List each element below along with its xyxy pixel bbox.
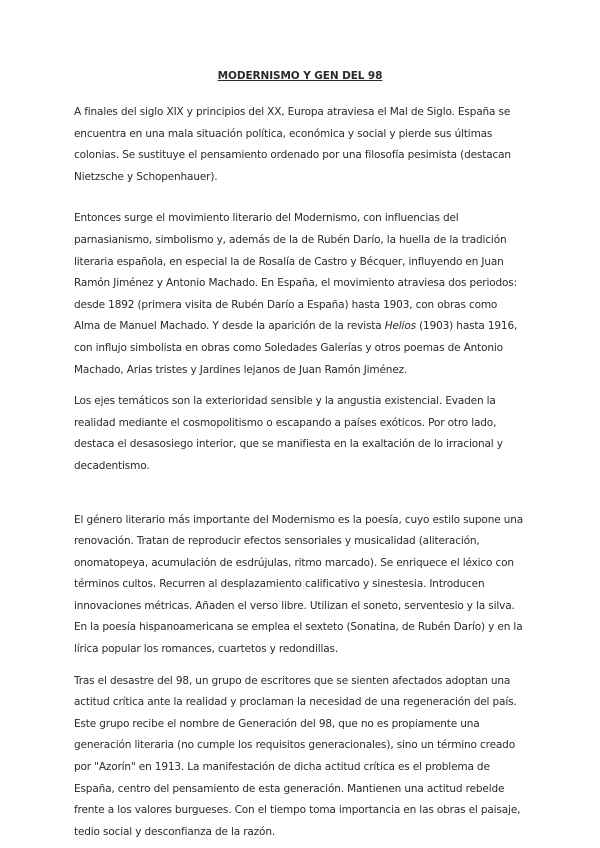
paragraph-modernismo-origins	[74, 208, 526, 381]
paragraph-context: A finales del siglo XIX y principios del XX, Europa atraviesa el Mal de Siglo. España se encuentra en una mala situación política, económica y social y pierde sus últimas colonias. Se sustituye el pensamiento ordenado por una filosofía pesimista (destacan Nietzsche y Schopenhauer).	[74, 106, 511, 183]
paragraph-themes: Los ejes temáticos son la exterioridad sensible y la angustia existencial. Evaden la realidad mediante el cosmopolitismo o escapando a países exóticos. Por otro lado, destaca el desasosiego interior, que se manifiesta en la exaltación de lo irracional y decadentismo.	[74, 395, 503, 472]
paragraph-poetry: El género literario más importante del Modernismo es la poesía, cuyo estilo supone una renovación. Tratan de reproducir efectos sensoriales y musicalidad (aliteración, onomatopeya, acumulación de esdrújulas, ritmo marcado). Se enriquece el léxico con términos cultos. Recurren al desplazamiento calificativo y sinestesia. Introducen innovaciones métricas. Añaden el verso libre. Utilizan el soneto, serventesio y la silva. En la poesía hispanoamericana se emplea el sexteto (Sonatina, de Rubén Darío) y en la lírica popular los romances, cuartetos y redondillas.	[74, 513, 523, 656]
paragraph-generacion-98: Tras el desastre del 98, un grupo de escritores que se sienten afectados adoptan una actitud crítica ante la realidad y proclaman la necesidad de una regeneración del país. Este grupo recibe el nombre de Generación del 98, que no es propiamente una generación literaria (no cumple los requisitos generacionales), sino un término creado por "Azorín" en 1913. La manifestación de dicha actitud crítica es el problema de España, centro del pensamiento de esta generación. Mantienen una actitud rebelde frente a los valores burgueses. Con el tiempo toma importancia en las obras el paisaje, tedio social y desconfianza de la razón.	[74, 674, 521, 838]
paragraph-text: (1903) hasta 1916, con influjo simbolista en obras como Soledades Galerías y otros poemas de Antonio Machado, Arias tristes y Jardines lejanos de Juan Ramón Jiménez.	[74, 320, 518, 376]
journal-title: Helios	[384, 320, 416, 333]
page-title: MODERNISMO Y GEN DEL 98	[217, 70, 383, 82]
paragraph-text: Entonces surge el movimiento literario del Modernismo, con influencias del parnasianismo, simbolismo y, además de la de Rubén Darío, la huella de la tradición literaria española, en especial la de Rosalía de Castro y Bécquer, influyendo en Juan Ramón Jiménez y Antonio Machado. En España, el movimiento atraviesa dos periodos: desde 1892 (primera visita de Rubén Darío a España) hasta 1903, con obras como Alma de Manuel Machado. Y desde la aparición de la revista	[74, 212, 518, 333]
